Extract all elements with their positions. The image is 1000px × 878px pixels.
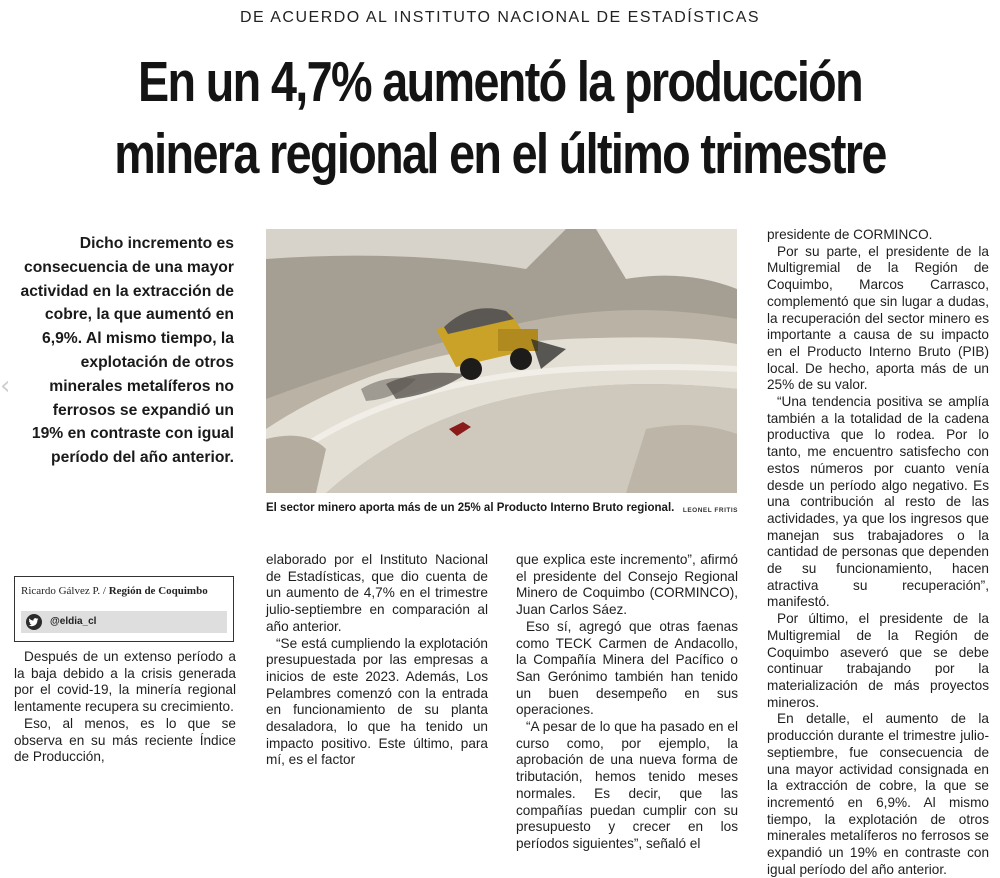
- lead-text: Dicho incremento es consecuencia de una mayor actividad en la extracción de cobre, la que aumentó en 6,9%. Al mismo tiempo, la explotación de otros minerales metalíferos no ferrosos se expandió un 19% en contraste con igual período del año anterior.: [20, 235, 235, 467]
- paragraph: En detalle, el aumento de la producción durante el trimestre julio-septiembre, fue consecuencia de una mayor actividad consignada en la extracción de cobre, la que se incrementó en 6,9%. Al mismo tiempo, la explotación de otros minerales metalíferos no ferrosos se expandió un 19% en contraste con igual período del año anterior.: [767, 711, 989, 877]
- paragraph: “A pesar de lo que ha pasado en el curso como, por ejemplo, la aprobación de una nueva forma de tributación, hemos tenido meses normales. Es decir, que las compañías puedan cumplir con su presupuesto y crecer en los períodos siguientes”, señaló el: [516, 719, 738, 851]
- paragraph: presidente de CORMINCO.: [767, 227, 933, 242]
- article-column-3: [516, 552, 738, 853]
- byline-author: Ricardo Gálvez P. /: [21, 585, 106, 597]
- paragraph: elaborado por el Instituto Nacional de Estadísticas, que dio cuenta de un aumento de 4,7% en el trimestre julio-septiembre en comparación al año anterior.: [266, 552, 488, 634]
- article-column-4: [767, 227, 989, 878]
- social-handle: @eldia_cl: [50, 616, 97, 627]
- photo-caption: El sector minero aporta más de un 25% al Producto Interno Bruto regional.: [266, 502, 675, 514]
- mining-photo: [266, 229, 737, 493]
- paragraph: Después de un extenso período a la baja debido a la crisis generada por el covid-19, la minería regional lentamente recupera su crecimiento.: [14, 649, 236, 715]
- photo-credit: LEONEL FRITIS: [682, 507, 738, 514]
- headline: [106, 46, 893, 190]
- paragraph: “Una tendencia positiva se amplía también a la totalidad de la cadena productiva que lo rodea. Por lo tanto, me encuentro satisfecho con estos números por cuanto venía desde un período algo negativo. Es una contribución al resto de las actividades, ya que los ingresos que manejan sus trabajadores o la cantidad de personas que dependen de su funcionamiento, hacen atractiva su recuperación”, manifestó.: [767, 394, 989, 610]
- paragraph: Por último, el presidente de la Multigremial de la Región de Coquimbo aseveró que se debe continuar trabajando por la materialización de más proyectos mineros.: [767, 611, 989, 710]
- paragraph: Por su parte, el presidente de la Multigremial de la Región de Coquimbo, Marcos Carrasco, complementó que sin lugar a dudas, la recuperación del sector minero es importante a causa de su impacto en el Producto Interno Bruto (PIB) local. De hecho, aporta más de un 25% de su valor.: [767, 243, 989, 393]
- byline: [14, 576, 234, 642]
- headline-line-1: En un 4,7% aumentó la producción: [137, 50, 863, 114]
- mine-truck-illustration: [266, 229, 737, 493]
- byline-text: [21, 585, 231, 597]
- article-column-2: [266, 552, 488, 769]
- twitter-icon: [26, 614, 42, 630]
- lead-paragraph: [16, 232, 234, 470]
- paragraph: que explica este incremento”, afirmó el presidente del Consejo Regional Minero de Coquimbo (CORMINCO), Juan Carlos Sáez.: [516, 552, 738, 618]
- byline-region: Región de Coquimbo: [108, 585, 208, 597]
- paragraph: Eso sí, agregó que otras faenas como TECK Carmen de Andacollo, la Compañía Minera del Pacífico o San Gerónimo también han tenido un buen desempeño en sus operaciones.: [516, 618, 738, 718]
- paragraph: Eso, al menos, es lo que se observa en su más reciente Índice de Producción,: [14, 715, 236, 765]
- article-column-1: [14, 649, 236, 766]
- paragraph: “Se está cumpliendo la explotación presupuestada por las empresas a inicios de este 2023. Además, Los Pelambres comenzó con la entrada en funcionamiento de su planta desaladora, lo que ha tenido un impacto positivo. Este último, para mí, es el factor: [266, 635, 488, 768]
- headline-line-2: minera regional en el último trimestre: [114, 122, 886, 186]
- chevron-left-icon[interactable]: ‹: [0, 371, 11, 401]
- kicker: DE ACUERDO AL INSTITUTO NACIONAL DE ESTADÍSTICAS: [239, 9, 761, 26]
- social-handle-bar[interactable]: [21, 611, 227, 633]
